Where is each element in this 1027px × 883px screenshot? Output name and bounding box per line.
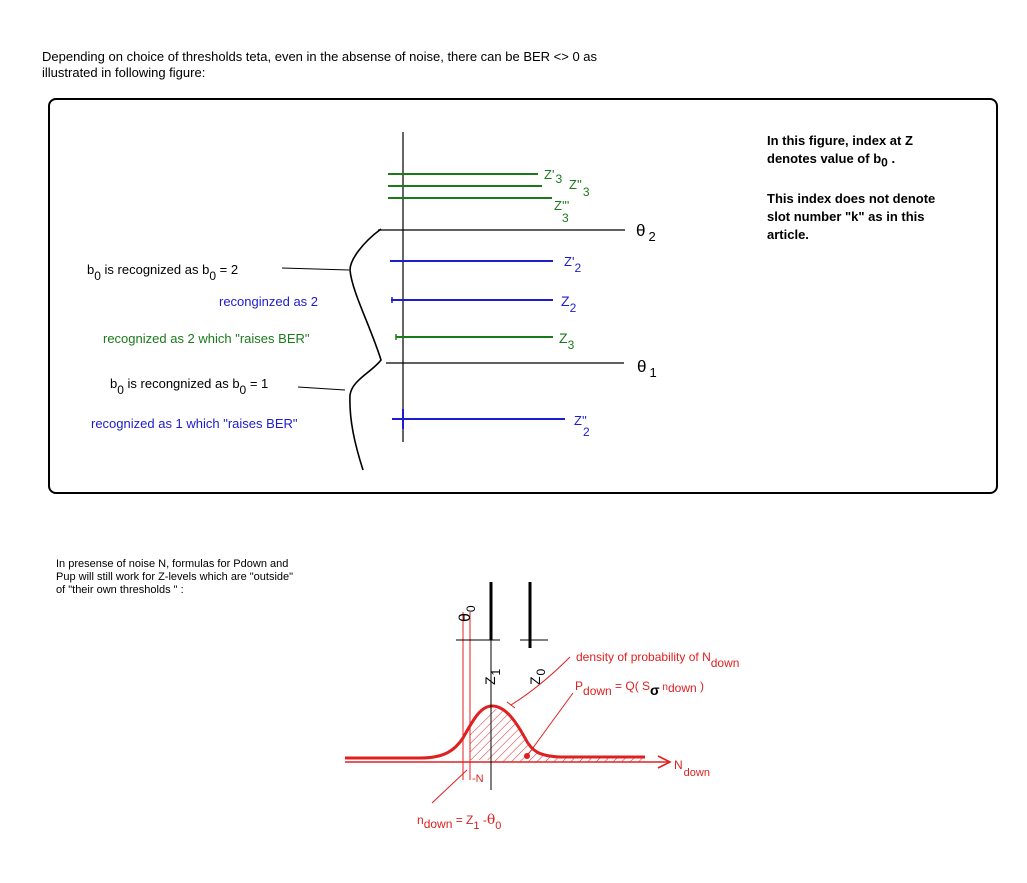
noise-note-line-2: Pup will still work for Z-levels which are "outside"	[56, 571, 294, 583]
density-label: density of probability of Ndown	[576, 650, 740, 670]
label-recognized-1-raises-ber: recognized as 1 which "raises BER"	[91, 416, 298, 431]
bracket-curve	[350, 229, 381, 470]
pdown-pointer-dot	[524, 753, 530, 759]
note-line-1: In this figure, index at Z	[767, 133, 913, 148]
note-line-4: slot number "k" as in this	[767, 208, 925, 224]
pdown-pointer-line	[527, 693, 573, 756]
level-z3-label: Z3	[559, 330, 575, 352]
label-recognized-2-raises-ber: recognized as 2 which "raises BER"	[103, 331, 310, 346]
label-reconginzed-2: reconginzed as 2	[219, 294, 319, 309]
z1-label: Z1	[482, 668, 503, 685]
ndown-axis-label: Ndown	[674, 758, 710, 779]
level-z2pp-label: Z'' 2	[574, 413, 590, 439]
label-b0-recognized-1: b0 is recongnized as b0 = 1	[110, 376, 269, 397]
ndown-eq-label: ndown = Z1 -θ0	[417, 812, 502, 832]
level-z2-label: Z2	[561, 293, 577, 315]
theta-hatched-strip	[470, 710, 491, 760]
intro-line-1: Depending on choice of thresholds teta, even in the absense of noise, there can be BER <> 0 as	[42, 49, 598, 64]
ndown-eq-pointer-line	[432, 770, 467, 803]
threshold-theta2-label: θ $_2$	[636, 221, 656, 244]
note-line-5: article.	[767, 226, 809, 242]
level-z3ppp-label: Z''' 3	[554, 198, 570, 225]
threshold-theta1-label: θ $_1$	[637, 357, 657, 380]
level-z3p-label: Z'3	[544, 167, 563, 186]
pointer-line-b0-1	[298, 387, 345, 390]
level-z2p-label: Z'2	[564, 254, 582, 275]
label-b0-recognized-2: b0 is recognized as b0 = 2	[87, 262, 239, 283]
noise-note-line-1: In presense of noise N, formulas for Pdown and	[56, 558, 289, 570]
minus-n-label: -N	[472, 773, 484, 785]
note-line-3: This index does not denote	[767, 190, 936, 206]
pointer-line-b0-2	[282, 268, 349, 270]
note-line-2: denotes value of $b_0$ .	[767, 151, 896, 170]
intro-line-2: illustrated in following figure:	[42, 65, 206, 80]
noise-note-line-3: of "their own thresholds " :	[56, 584, 184, 596]
level-z3pp-label: Z''3	[569, 177, 590, 199]
theta0-label: $\theta_0$	[457, 605, 478, 622]
pdown-hatched-area	[491, 709, 645, 762]
pdown-label: Pdown = Q( Sσ $^n$down )	[575, 679, 704, 698]
z0-label: Z0	[527, 668, 548, 685]
